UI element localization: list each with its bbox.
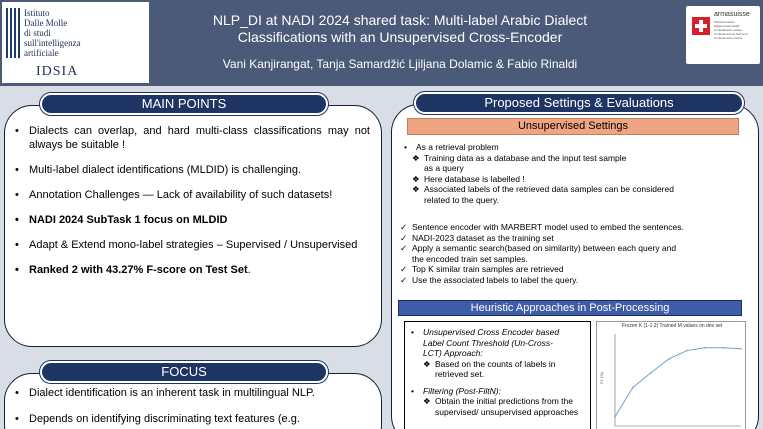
check-text: Use the associated labels to label the query.: [412, 274, 579, 285]
retrieval-block: [404, 142, 674, 205]
idsia-line: Istituto: [24, 8, 50, 18]
list-item: [411, 396, 584, 407]
check-icon: ✓: [400, 243, 408, 253]
data-point: [650, 372, 652, 374]
list-item: [404, 174, 674, 185]
swiss-flag-icon: [692, 17, 710, 35]
list-item: [411, 327, 584, 338]
ranked-text: Ranked 2 with 43.27% F-score on Test Set: [29, 264, 248, 276]
list-item: [400, 243, 684, 254]
diamond-bullet-icon: ❖: [412, 184, 420, 194]
bullet-icon: •: [404, 142, 407, 152]
proposed-settings-heading: Proposed Settings & Evaluations: [414, 92, 744, 114]
retrieval-lead: As a retrieval problem: [416, 142, 499, 152]
chart-title: Frozen K (1-1.2) Trained M values on dev set: [621, 323, 723, 329]
idsia-line: sull'intelligenza: [24, 38, 81, 48]
data-point: [704, 347, 706, 349]
idsia-acronym: IDSIA: [36, 64, 79, 79]
list-item: • Adapt & Extend mono-label strategies – Supervised / Unsupervised: [15, 238, 370, 252]
poster-title: NLP_DI at NADI 2024 shared task: Multi-label Arabic Dialect Classifications with an Unsupervised Cross-Encoder: [212, 12, 588, 45]
heuristic-approaches-box: [404, 321, 591, 429]
heuristic-text: supervised/ unsupervised approaches: [435, 406, 579, 417]
check-icon: ✓: [400, 274, 408, 285]
diamond-bullet-icon: ❖: [412, 173, 420, 184]
sub-item-text: Training data as a database and the input test sample: [424, 152, 627, 163]
heuristic-approaches-heading: Heuristic Approaches in Post-Processing: [398, 300, 742, 316]
idsia-line: artificiale: [24, 48, 59, 58]
method-checklist: [400, 222, 684, 285]
diamond-bullet-icon: ❖: [423, 358, 431, 369]
idsia-line: Dalle Molle: [24, 18, 68, 28]
check-icon: ✓: [400, 264, 408, 274]
armasuisse-logo: [686, 6, 760, 64]
list-item: • NADI 2024 SubTask 1 focus on MLDID: [15, 213, 370, 227]
series-line: [615, 348, 741, 417]
heuristic-text: Label Count Threshold (Un-Cross-: [423, 337, 553, 348]
unsupervised-settings-heading: Unsupervised Settings: [407, 118, 739, 135]
list-item: [400, 275, 684, 286]
poster-header: [0, 0, 763, 86]
heuristic-text: Based on the counts of labels in: [435, 358, 556, 369]
sub-item-text: Here database is labelled !: [424, 173, 525, 184]
diamond-bullet-icon: ❖: [412, 152, 420, 163]
list-item: • Dialects can overlap, and hard multi-class classifications may not always be suitable !: [15, 124, 370, 152]
list-item: [404, 153, 674, 164]
data-point: [614, 416, 616, 418]
usi-supsi-mark: [6, 8, 22, 58]
main-points-panel: [4, 105, 382, 347]
list-item: [400, 264, 684, 275]
list-item: [15, 263, 370, 277]
list-item: [404, 184, 674, 195]
chart-ylabel: F1 (%): [599, 372, 604, 384]
threshold-chart: [596, 321, 746, 429]
check-icon: ✓: [400, 222, 408, 232]
check-text: NADI-2023 dataset as the training set: [412, 232, 554, 243]
heuristic-text: Obtain the initial predictions from the: [435, 396, 573, 406]
chart-svg: [597, 322, 747, 429]
data-point: [686, 350, 688, 352]
list-item: [411, 359, 584, 370]
list-item: • Depends on identifying discriminating text features (e.g.: [15, 412, 370, 426]
idsia-line: di studi: [24, 28, 51, 38]
list-item: [404, 195, 674, 206]
list-item: [404, 142, 674, 153]
check-text: Apply a semantic search(based on similarity) between each query and: [412, 243, 677, 253]
check-text: the encoded train set samples.: [412, 253, 528, 264]
list-item: [411, 386, 584, 397]
heuristic-text: retrieved set.: [435, 369, 485, 379]
list-item: [400, 233, 684, 244]
diamond-bullet-icon: ❖: [423, 396, 431, 406]
list-item: [400, 254, 684, 265]
heuristic-text: LCT) Approach:: [423, 348, 483, 358]
check-text: Top K similar train samples are retrieved: [412, 264, 564, 274]
list-item: • Dialect identification is an inherent task in multilingual NLP.: [15, 386, 370, 400]
focus-list: [15, 386, 370, 429]
heuristic-text: Filtering (Post-FiltN):: [423, 385, 501, 396]
poster-authors: Vani Kanjirangat, Tanja Samardžić Ljiljana Dolamic & Fabio Rinaldi: [222, 57, 578, 71]
list-item: • Multi-label dialect identifications (MLDID) is challenging.: [15, 163, 370, 177]
heuristic-text: Unsupervised Cross Encoder based: [423, 327, 560, 337]
ranked-suffix: .: [247, 264, 251, 276]
bullet-icon: •: [411, 327, 414, 337]
data-point: [722, 347, 724, 349]
main-points-heading: MAIN POINTS: [40, 93, 328, 115]
list-item: [404, 163, 674, 174]
idsia-full-name: [24, 8, 81, 58]
sub-item-text: Associated labels of the retrieved data samples can be considered: [424, 184, 674, 194]
main-points-list: [15, 124, 370, 288]
data-point: [668, 358, 670, 360]
sub-item-text: as a query: [424, 163, 464, 173]
sub-item-text: related to the query.: [424, 194, 499, 205]
check-text: Sentence encoder with MARBERT model used to embed the sentences.: [412, 222, 684, 232]
list-item: • Annotation Challenges — Lack of availability of such datasets!: [15, 188, 370, 202]
bullet-icon: •: [411, 385, 414, 396]
idsia-logo: [2, 2, 149, 83]
armasuisse-subtext: Schweizerische Eidgenossenschaft Confédération suisse Confederazione Svizzera Confederaziun svizra: [714, 20, 748, 40]
armasuisse-name: armasuisse: [714, 11, 750, 18]
data-point: [740, 348, 742, 350]
data-point: [632, 387, 634, 389]
focus-heading: FOCUS: [40, 361, 328, 383]
check-icon: ✓: [400, 232, 408, 243]
list-item: [400, 222, 684, 233]
